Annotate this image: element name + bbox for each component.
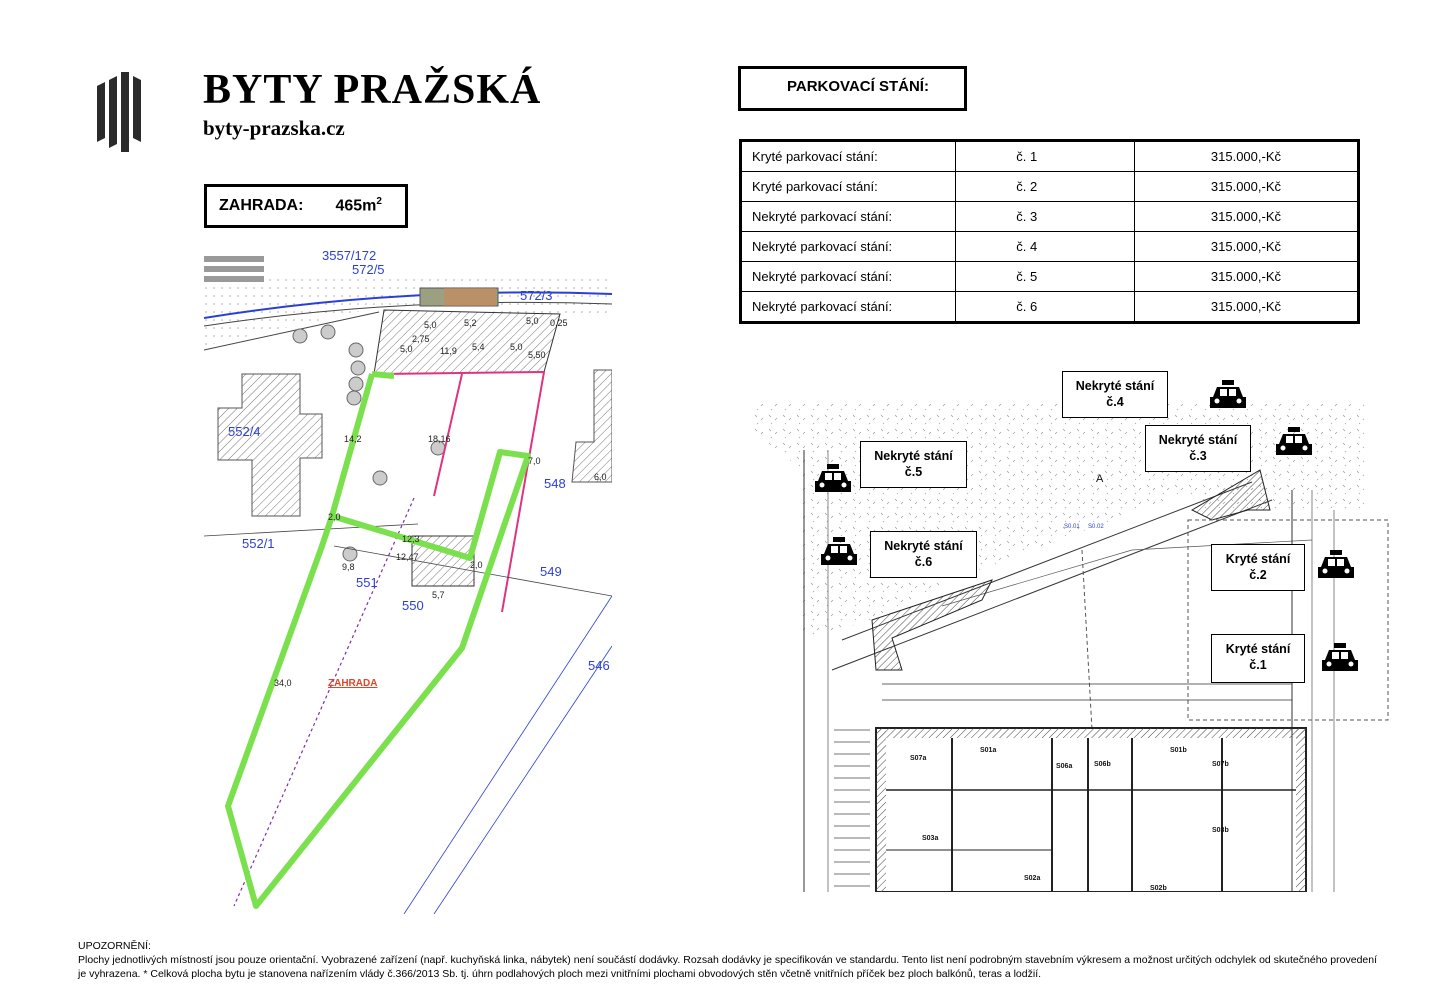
room-label: S07a bbox=[910, 755, 927, 762]
parcel-label: 572/3 bbox=[520, 288, 553, 303]
car-icon bbox=[1210, 380, 1246, 412]
parcel-label: 549 bbox=[540, 564, 562, 579]
parking-number: č. 4 bbox=[956, 232, 1135, 262]
dimension-label: 14,2 bbox=[344, 434, 362, 444]
dimension-label: 9,8 bbox=[342, 562, 355, 572]
room-label: S06b bbox=[1094, 761, 1111, 768]
parcel-label: 550 bbox=[402, 598, 424, 613]
car-icon bbox=[815, 464, 851, 496]
dimension-label: 5,2 bbox=[464, 318, 477, 328]
dimension-label: 5,50 bbox=[528, 350, 546, 360]
brand-logo-icon bbox=[97, 72, 143, 152]
room-label: S06a bbox=[1056, 763, 1073, 770]
garden-plan-label: ZAHRADA bbox=[328, 678, 378, 689]
parcel-label: 552/1 bbox=[242, 536, 275, 551]
room-label: S01b bbox=[1170, 747, 1187, 754]
parking-spot-label: Nekryté stání č.5 bbox=[860, 441, 967, 488]
room-label: S01a bbox=[980, 747, 997, 754]
parking-spot-label: Kryté stání č.2 bbox=[1211, 544, 1305, 591]
table-row bbox=[741, 232, 1359, 262]
section-marker: A bbox=[1096, 473, 1104, 485]
room-label: S03b bbox=[1212, 827, 1229, 834]
dimension-label: 5,0 bbox=[526, 316, 539, 326]
parcel-label: 552/4 bbox=[228, 424, 261, 439]
parking-type: Nekryté parkovací stání: bbox=[741, 232, 956, 262]
table-row bbox=[741, 172, 1359, 202]
garden-area-label: ZAHRADA: bbox=[219, 197, 304, 214]
parking-number: č. 3 bbox=[956, 202, 1135, 232]
parcel-label: 546 bbox=[588, 658, 610, 673]
dimension-label: 5,0 bbox=[510, 342, 523, 352]
dimension-label: 5,0 bbox=[424, 320, 437, 330]
dimension-label: 6,0 bbox=[594, 472, 607, 482]
dimension-label: 5,0 bbox=[400, 344, 413, 354]
dimension-label: 2,0 bbox=[328, 512, 341, 522]
dimension-label: 0,25 bbox=[550, 318, 568, 328]
brand-url: byty-prazska.cz bbox=[203, 116, 345, 140]
parcel-label: 3557/172 bbox=[322, 248, 377, 263]
parking-price: 315.000,-Kč bbox=[1135, 262, 1359, 292]
parking-type: Nekryté parkovací stání: bbox=[741, 202, 956, 232]
parking-spot-label: Kryté stání č.1 bbox=[1211, 634, 1305, 683]
dimension-label: 5,4 bbox=[472, 342, 485, 352]
parking-price: 315.000,-Kč bbox=[1135, 141, 1359, 172]
room-label: S02a bbox=[1024, 875, 1041, 882]
parking-spot-label: Nekryté stání č.4 bbox=[1062, 371, 1168, 418]
parking-type: Nekryté parkovací stání: bbox=[741, 292, 956, 323]
car-icon bbox=[821, 537, 857, 569]
parcel-label: 572/5 bbox=[352, 262, 385, 277]
dimension-label: 18,16 bbox=[428, 434, 451, 444]
garden-area-value: $465m^2$ bbox=[335, 196, 382, 215]
parking-type: Kryté parkovací stání: bbox=[741, 172, 956, 202]
table-row bbox=[741, 141, 1359, 172]
car-icon bbox=[1318, 550, 1354, 582]
parking-price: 315.000,-Kč bbox=[1135, 292, 1359, 323]
notice bbox=[78, 939, 1378, 981]
table-row bbox=[741, 202, 1359, 232]
parking-price: 315.000,-Kč bbox=[1135, 232, 1359, 262]
room-label: S02b bbox=[1150, 885, 1167, 892]
parking-type: Nekryté parkovací stání: bbox=[741, 262, 956, 292]
parking-price: 315.000,-Kč bbox=[1135, 202, 1359, 232]
parking-number: č. 6 bbox=[956, 292, 1135, 323]
parking-spot-label: Nekryté stání č.3 bbox=[1145, 425, 1251, 472]
parking-price: 315.000,-Kč bbox=[1135, 172, 1359, 202]
parcel-label: 551 bbox=[356, 575, 378, 590]
parking-price-table bbox=[739, 139, 1360, 324]
table-row bbox=[741, 292, 1359, 323]
dimension-label: 34,0 bbox=[274, 678, 292, 688]
room-label: S03a bbox=[922, 835, 939, 842]
marker-label: S0.01 bbox=[1064, 524, 1080, 530]
brand-title: BYTY PRAŽSKÁ bbox=[203, 67, 542, 113]
room-label: S07b bbox=[1212, 761, 1229, 768]
parking-number: č. 5 bbox=[956, 262, 1135, 292]
dimension-label: 12,3 bbox=[402, 534, 420, 544]
dimension-label: 11,9 bbox=[440, 346, 457, 356]
dimension-label: 2,75 bbox=[412, 334, 430, 344]
garden-area-box bbox=[204, 184, 408, 228]
parking-spot-label: Nekryté stání č.6 bbox=[870, 531, 977, 578]
parking-header: PARKOVACÍ STÁNÍ: bbox=[738, 66, 967, 111]
car-icon bbox=[1322, 643, 1358, 675]
notice-text: Plochy jednotlivých místností jsou pouze orientační. Vyobrazené zařízení (např. kuchyňská linka, nábytek) není součástí dodávky. Rozsah dodávky je specifikován ve standardu. Tento list není podrobným stavebním výkresem a možnost určitých odchylek od skutečného provedení je vyhrazena. * Celková plocha bytu je stanovena nařízením vlády č.366/2013 Sb. tj. úhrn podlahových ploch mezi vnitřními plochami obvodových stěn včetně vnitřních příček bez ploch balkónů, teras a lodžií. bbox=[78, 954, 1378, 980]
dimension-label: 2,0 bbox=[470, 560, 483, 570]
notice-title: UPOZORNĚNÍ: bbox=[78, 940, 151, 952]
dimension-label: 5,7 bbox=[432, 590, 445, 600]
site-plan bbox=[204, 246, 612, 914]
parking-number: č. 2 bbox=[956, 172, 1135, 202]
parking-type: Kryté parkovací stání: bbox=[741, 141, 956, 172]
parcel-label: 548 bbox=[544, 476, 566, 491]
dimension-label: 7,0 bbox=[528, 456, 541, 466]
dimension-label: 12,47 bbox=[396, 552, 419, 562]
table-row bbox=[741, 262, 1359, 292]
parking-number: č. 1 bbox=[956, 141, 1135, 172]
marker-label: S0.02 bbox=[1088, 524, 1104, 530]
car-icon bbox=[1276, 427, 1312, 459]
